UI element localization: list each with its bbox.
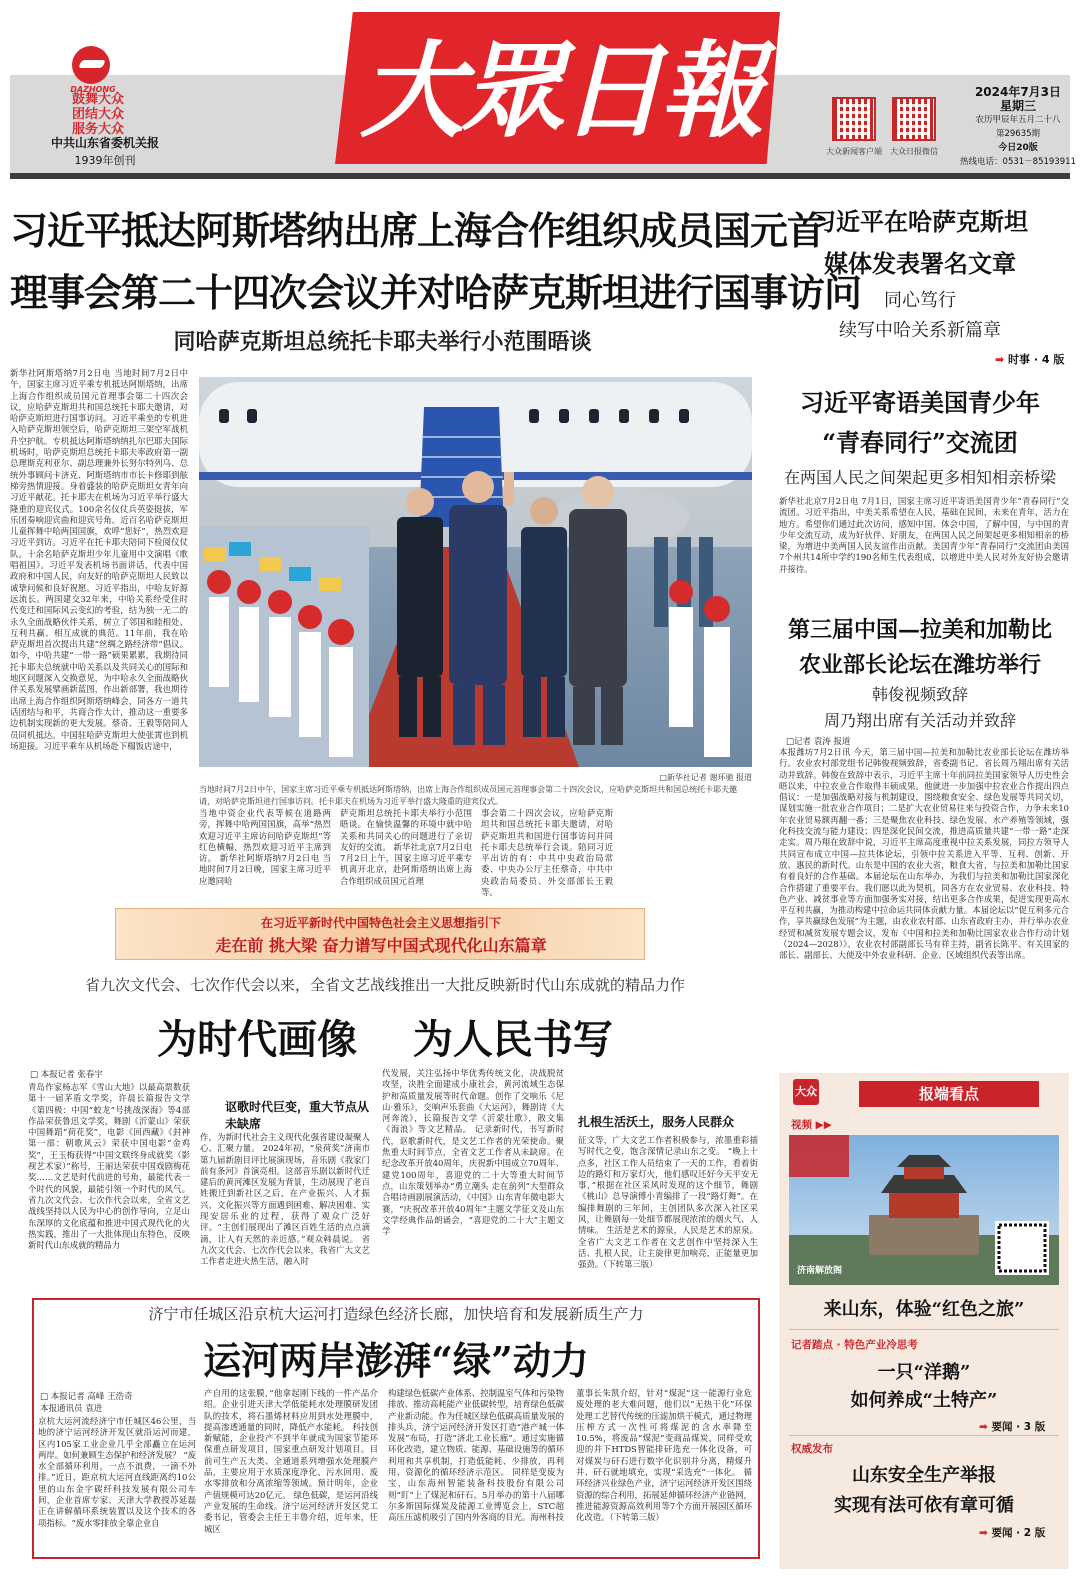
masthead (10, 0, 1076, 178)
date-box (958, 85, 1078, 169)
photo-credit: □新华社记者 谢环驰 报道 (659, 773, 752, 782)
lead-body-col1: 新华社阿斯塔纳7月2日电 当地时间7月2日中午，国家主席习近平乘专机抵达阿斯塔纳，出席上海合作组织成员国元首理事会第二十四次会议，应哈萨克斯坦共和国总统托卡耶夫邀请，对哈萨克斯坦进行国事访问。习近平乘坐的专机进入哈萨克斯坦领空后，哈萨克斯坦三架空军战机升空护航。专机抵达阿斯塔纳纳扎尔巴耶夫国际机场时，哈萨克斯坦总统托卡耶夫率政府第一副总理斯克利亚尔、副总理兼外长努尔特列乌、总统外事顾问卡济克、阿斯塔纳市市长卡修耶到舷梯旁热情迎接。身着盛装的哈萨克斯坦女青年向习近平献花。托卡耶夫在机场为习近平举行盛大隆重的迎宾仪式。100余名仪仗兵英姿挺拔，军乐团奏响迎宾曲和迎宾号角。近百名哈萨克斯坦儿童挥舞中哈两国国旗，欢呼“您好”，热烈欢迎习近平到访。习近平在托卡耶夫陪同下检阅仪仗队。十余名哈萨克斯坦少年儿童用中文演唱《歌唱祖国》。习近平发表机场书面讲话，代表中国政府和中国人民，向友好的哈萨克斯坦人民致以诚挚问候和良好祝愿。习近平指出，中哈友好源远流长。两国建交32年来，中哈关系经受住时代变迁和国际风云变幻的考验，结为独一无二的永久全面战略伙伴关系，树立了邻国和睦相处、互利共赢、相互成就的典范。11年前，我在哈萨克斯坦首次提出共建“丝绸之路经济带”倡议。如今，中哈共建“一带一路”硕果累累，我期待同托卡耶夫总统就中哈关系以及共同关心的国际和地区问题深入交换意见，为中哈永久全面战略伙伴关系发展擘画新蓝图，作出新部署，我也期待出席上海合作组织阿斯塔纳峰会，同各方一道共话团结与和平，共商合作大计，推动这一重要多边机制实现新的更大发展。蔡奇、王毅等陪同人员同机抵达。中国驻哈萨克斯坦大使张霄也到机场迎接。习近平乘车从机场赴下榻饭店途中， (10, 368, 188, 751)
canal-headline[interactable]: 运河两岸澎湃“绿”动力 (203, 1338, 589, 1383)
video-label: 视频 ▶▶ (791, 1119, 832, 1131)
sidebar-divider (789, 1329, 1059, 1330)
founded-year: 1939年创刊 (74, 154, 136, 167)
right-story2-body: 新华社北京7月2日电 7月1日，国家主席习近平寄语美国青少年“青春同行”交流团。习近平指出，中美关系希望在人民，基础在民间，未来在青年，活力在地方。希望你们通过此次访问，感知中国、体会中国，了解中国，与中国的青少年交流互动，成为好伙伴、好朋友，在两国人民之间架起更多相知相亲的桥梁，为增进中美两国人民友谊作出贡献。美国青少年“青春同行”交流团由美国7个州共14所中学约190名师生代表组成，以增进中美人民对外友好协会邀请并接待。 (779, 496, 1069, 574)
sidebar-story3-line1[interactable]: 山东安全生产举报 (852, 1465, 996, 1486)
logo-english: DAZHONG (70, 85, 116, 94)
video-promo[interactable] (789, 1135, 1059, 1285)
newspaper-title: 大眾日報 (359, 29, 760, 152)
culture-subhead-2: 扎根生活沃土，服务人民群众 (578, 1115, 735, 1129)
culture-body-col2a (200, 1068, 370, 1098)
lead-body-col3: 萨克斯坦总统托卡耶夫举行小范围晤谈。在愉快温馨的环境中就中哈关系和共同关心的问题进行了亲切友好的交流。 新华社北京7月2日电 7月2日上午，国家主席习近平乘专机离开北京，赴阿斯塔纳出席上海合作组织成员国元首理 (340, 808, 472, 886)
lunar-date: 农历甲辰年五月二十八 (975, 115, 1061, 125)
right-story3-body: 本报潍坊7月2日讯 今天，第三届中国—拉美和加勒比农业部长论坛在潍坊举行。农业农村部党组书记韩俊视频致辞，省委副书记、省长周乃翔出席有关活动并致辞。韩俊在致辞中表示，习近平主席十年前同拉美国家领导人历史性会晤以来，中拉农业合作取得丰硕成果。他就进一步加强中拉农业合作提出四点倡议：一是加强战略对接与机制建设，围绕粮食安全、绿色发展等共同关切，谋划实施一批农业合作项目；二是扩大农业贸易往来与投资合作，力争未来10年农业贸易额再翻一番；三是聚焦农业科技、绿色发展、水产养殖等领域，强化科技交流与能力建设；四是深化民间交流，推进高质量共建“一带一路”走深走实。周乃翔在致辞中说，习近平主席高度重视中拉关系发展，同拉方领导人共同宣布成立中国—拉共体论坛，引领中拉关系进入平等、互利、创新、开放、惠民的新时代。山东是中国的农业大省，粮食大省，与拉美和加勒比国家有着良好的合作基础。本届论坛在山东举办，为我们与拉美和加勒比国家深化合作搭建了重要平台。我们愿以此为契机，同各方在农业贸易、农业科技、特色产业、减贫事业等方面加强务实对接，结出更多合作成果，促进实现更高水平互利共赢，为推动构建中拉命运共同体贡献力量。本届论坛以“促互利多元合作，享共赢绿色发展”为主题，由农业农村部、山东省政府主办，并行举办农业经贸和减贫发展专题会议，发布《中国和拉美和加勒比国家农业合作行动计划（2024—2028）》。农业农村部副部长马有祥主持，副省长陈平、有关国家的部长、副部长、大使及中外农业科研、企业、区域组织代表等出席。 (779, 747, 1069, 961)
right-story1-pointer[interactable]: ➡ 时事 · 4 版 (995, 353, 1065, 366)
culture-body-col1: 青岛作家杨志军《雪山大地》以最高票数获第十一届茅盾文学奖，许晨长篇报告文学《第四极：中国“蛟龙”号挑战深海》等4部作品荣获鲁迅文学奖，舞剧《沂蒙山》荣获中国舞蹈“荷花奖”，电影《回西藏》《封神第一部：朝歌风云》荣获中国电影“金鸡奖”，王玉梅获得“中国文联终身成就奖（影视艺术家）”称号，王丽达荣获中国戏剧梅花奖……文艺是时代前进的号角，最能代表一个时代的风貌，最能引领一个时代的风气。省九次文代会、七次作代会以来，全省文艺战线坚持以人民为中心的创作导向，立足山东深厚的文化底蕴和推进中国式现代化的火热实践，推出了一大批体现山东特色，反映新时代山东成就的精品力 (28, 1082, 190, 1251)
campaign-banner[interactable] (115, 908, 645, 960)
dazhong-small-logo-icon: 大众 (793, 1079, 819, 1105)
right-story3-headline2[interactable]: 农业部长论坛在潍坊举行 (798, 652, 1041, 678)
sidebar-divider (789, 1435, 1059, 1436)
canal-body-col4: 董事长朱凯介绍，针对“煤泥”这一能源行业危废处理的老大难问题，他们以“无热干化”环保处理工艺替代传统的压滤加烘干模式，通过物理压榨方式一次性可将煤泥的含水率降至10.5%，将废品“煤泥”变商品煤炭，同样受欢迎的并下HTDS智能排矸选充一体化设备，可对煤炭与矸石进行数字化识别并分离，精煤升井、矸石就地填充，实现“采选充”一体化。 循环经济兴业绿色产业，济宁运河经济开发区围绕资源的综合利用，拓展延伸循环经济产业链网，推进能源资源高效利用等7个方面开展园区循环化改造。（下转第三版） (576, 1388, 752, 1523)
slogan-1: 鼓舞大众 (72, 92, 125, 107)
video-label-text: 视频 (791, 1119, 812, 1131)
culture-headline[interactable]: 为时代画像 为人民书写 (157, 1016, 613, 1063)
party-organ: 中共山东省委机关报 (50, 136, 159, 150)
sidebar-label-3: 权威发布 (791, 1443, 833, 1455)
sidebar-title: 报端看点 (859, 1081, 1039, 1107)
canal-body-col3: 构建绿色低碳产业体系、控制温室气体和污染物排放、推动高耗能产业低碳转型，培育绿色低碳产业新动能。作为任城区绿色低碳高质量发展的排头兵，济宁运河经济开发区打造“港产城一体发展”布局，打造“济北工业长廊”。通过实施循环化改造，建立物质、能源、基础设施等的循环利用和共享机制，打造低能耗、少排放，再利用、资源化的循环经济示范区。 同样是变废为宝，山东海州智能装备科技股份有限公司则“盯”上了煤泥和矸石。5月举办的第十八届哪尔多斯国际煤炭及能源工业博览会上，STC超高压压滤机吸引了国内外客商的目光。海州科技 (388, 1388, 564, 1523)
right-story1-headline1[interactable]: 习近平在哈萨克斯坦 (812, 207, 1028, 236)
culture-subhead-1: 讴歌时代巨变，重大节点从未缺席 (225, 1100, 370, 1131)
canal-body-col1: 京杭大运河流经济宁市任城区46公里，当地的济宁运河经济开发区就沿运河而建，区内105家工业企业几乎全部矗立在运河两岸。如何兼顾生态保护和经济发展？ “废水全部循环利用，一点不浪费，一滴不外排。”近日，距京杭大运河直线距离约10公里的山东金宇碳纤科技发展有限公司车间，企业首席专家、天津大学教授苏延磊正在讲解循环系统装置以及这个技术的各项指标。“废水零排放全靠企业自 (38, 1416, 196, 1528)
page-count: 今日20版 (998, 143, 1038, 153)
campaign-line2: 走在前 挑大梁 奋力谱写中国式现代化山东篇章 (215, 936, 547, 955)
right-story3-sub2: 周乃翔出席有关活动并致辞 (823, 711, 1016, 730)
qr-label-wechat: 大众日报微信 (890, 147, 938, 156)
weekday: 星期三 (999, 99, 1036, 113)
qr-code-icon[interactable] (832, 97, 876, 141)
lead-photo-image (199, 377, 752, 767)
dazhong-logo-icon (72, 46, 110, 84)
culture-body-col4a (578, 1068, 758, 1108)
promo-caption: 济南解放阁 (797, 1266, 843, 1276)
photo-caption-text: 当地时间7月2日中午，国家主席习近平乘专机抵达阿斯塔纳，出席上海合作组织成员国元首理事会第二十四次会议，应哈萨克斯坦共和国总统托卡耶夫邀请，对哈萨克斯坦进行国事访问。托卡耶夫在机场为习近平举行盛大隆重的迎宾仪式。 (199, 785, 738, 806)
canal-byline-1: □ 本报记者 高峰 王浩奇 (40, 1392, 133, 1402)
sidebar-pointer-3-text: 要闻 · 2 版 (991, 1527, 1046, 1539)
sidebar-story3-line2[interactable]: 实现有法可依有章可循 (834, 1495, 1014, 1516)
highlights-sidebar (779, 1073, 1069, 1569)
sidebar-label-2: 记者踏点 · 特色产业冷思考 (791, 1339, 918, 1351)
right-story1-headline2[interactable]: 媒体发表署名文章 (824, 249, 1016, 278)
culture-body-col2: 作，为新时代社会主义现代化强省建设凝聚人心、汇聚力量。 2024年初，“泉荷奖”济南市第九届新剧目评比展演现场，音乐剧《我家门前有条河》首演亮相。这部音乐剧以新时代迁建后的黄河滩区发展为背景，生动展现了老百姓搬迁到新社区之后，在产业振兴、人才振兴、文化振兴等方面遇到困难、解决困难、实现安居乐业的过程，获得了观众广泛好评。“主创们展现出了滩区百姓生活的点点滴滴，让人有天然的亲近感。”观众韩晨说。 省九次文代会、七次作代会以来，我省广大文艺工作者走进火热生活，融入时 (200, 1132, 370, 1267)
right-story3-headline1[interactable]: 第三届中国—拉美和加勒比 (787, 617, 1052, 643)
slogan-3: 服务大众 (72, 122, 125, 137)
culture-body-col4: 征文等，广大文艺工作者积极参与，浓墨重彩描写时代之变，饱含深情记录山东之变。 “晚上十点多，社区工作人员结束了一天的工作，看着街边的路灯和万家灯火，他们感叹还好今天平安无事，”根据在社区采风时发现的这个细节，舞剧《桃山》总导演傅小青编排了一段“路灯舞”。在编排舞剧的三年间，主创团队多次深入社区采风，让舞剧每一处细节都展现浓浓的烟火气、人情味。 生活是艺术的源泉，人民是艺术的原泉。全省广大文艺工作者在文艺创作中坚持深入生活、扎根人民，让主旋律更加响亮，正能量更加强劲。（下转第三版） (578, 1135, 758, 1270)
right-story3-sub1: 韩俊视频致辞 (871, 685, 968, 704)
right-story2-headline1[interactable]: 习近平寄语美国青少年 (800, 388, 1040, 417)
canal-kicker: 济宁市任城区沿京杭大运河打造绿色经济长廊，加快培育和发展新质生产力 (148, 1305, 644, 1323)
sidebar-pointer-2[interactable]: ➡ 要闻 · 3 版 (979, 1421, 1046, 1433)
lead-headline-line1[interactable]: 习近平抵达阿斯塔纳出席上海合作组织成员国元首 (10, 208, 825, 253)
campaign-line1: 在习近平新时代中国特色社会主义思想指引下 (260, 916, 501, 930)
lead-body-col2: 当地中资企业代表等候在道路两旁，挥舞中哈两国国旗，高举“热烈欢迎习近平主席访问哈萨克斯坦”等红色横幅，热烈欢迎习近平主席到访。 新华社阿斯塔纳7月2日电 当地时间7月2日晚，国家主席习近平应邀同哈 (199, 808, 331, 886)
qr-code-icon[interactable] (892, 97, 936, 141)
sidebar-story2-line1[interactable]: 一只“洋鹅” (877, 1362, 971, 1383)
lead-subheadline: 同哈萨克斯坦总统托卡耶夫举行小范围晤谈 (173, 329, 592, 355)
masthead-rule (10, 173, 1070, 179)
lead-headline-line2[interactable]: 理事会第二十四次会议并对哈萨克斯坦进行国事访问 (10, 270, 862, 315)
issue-date: 2024年7月3日 (974, 85, 1062, 99)
qr-label-app: 大众新闻客户端 (826, 147, 882, 156)
lead-photo[interactable] (199, 377, 752, 767)
slogan-2: 团结大众 (72, 107, 125, 122)
right-story1-sub2: 续写中哈关系新篇章 (839, 320, 1001, 341)
culture-body-col3: 代发展，关注弘扬中华优秀传统文化，决战脱贫攻坚，决胜全面建成小康社会，黄河流域生态保护和高质量发展等时代命题。创作了交响乐《尼山·雅乐》，交响声乐套曲《大运河》，舞剧诗《大河奔流》，长篇报告文学《沂蒙壮歌》，散文集《海浪》等文艺精品。 记录新时代，书写新时代，讴歌新时代，是文艺工作者的光荣使命。聚焦重大时间节点，全省文艺工作者从未缺席。在纪念改革开放40周年，庆祝新中国成立70周年、建党100周年，喜迎党的二十大等重大时间节点，山东策划举办“勇立潮头 走在前列”大型群众合唱诗画剧展演活动，《中国》山东青年微电影大赛，“庆祝改革开放40周年”主题文学征文及山东文学经典作品朗诵会，“喜迎党的二十大”主题文学 (382, 1068, 564, 1237)
right-story3-byline: □记者 袁涛 报道 (786, 737, 851, 747)
pointer-text: 时事 · 4 版 (1008, 353, 1065, 366)
sidebar-pointer-2-text: 要闻 · 3 版 (991, 1421, 1046, 1433)
sidebar-pointer-3[interactable]: ➡ 要闻 · 2 版 (979, 1527, 1046, 1539)
right-story1-sub1: 同心笃行 (884, 290, 956, 311)
sidebar-story1[interactable]: 来山东，体验“红色之旅” (823, 1299, 1025, 1320)
lead-body-col4: 事会第二十四次会议，应哈萨克斯坦共和国总统托卡耶夫邀请，对哈萨克斯坦共和国进行国事访问并同托卡耶夫总统举行会谈。陪同习近平出访的有：中共中央政治局常委、中央办公厅主任蔡奇，中共中央政治局委员、外交部部长王毅等。 (481, 808, 613, 898)
culture-kicker: 省九次文代会、七次作代会以来，全省文艺战线推出一大批反映新时代山东成就的精品力作 (84, 976, 685, 994)
right-story2-sub: 在两国人民之间架起更多相知相亲桥梁 (783, 468, 1056, 487)
culture-byline: □ 本报记者 张春宇 (30, 1070, 103, 1080)
canal-body-col2: 产自用的这张膜，”他拿起刚下线的一件产品介绍。企业引进天津大学低能耗水处理膜研发团队的技术，将石墨烯材料应用到水处理膜中，提高渗透通量的同时，降低产水能耗。 科技创新赋能，企业投产不到半年就成为国家节能环保重点研发项目，国家重点研发计划项目。目前可生产五大类、全通道系列增强水处理膜产品，主要应用于水质深度净化、污水回用、废水零排放和分离浓缩等领域。预计明年，企业产值规模可达20亿元。 绿色低碳，是运河沿线产业发展的生命线。济宁运河经济开发区党工委书记，管委会主任王丰鲁介绍，近年来，任城区 (204, 1388, 378, 1534)
sidebar-story2-line2[interactable]: 如何养成“土特产” (850, 1390, 998, 1411)
photo-caption (199, 772, 752, 808)
issue-number: 第29635期 (995, 129, 1041, 139)
hotline: 热线电话：0531－85193911 (960, 157, 1076, 167)
canal-byline-2: 本报通讯员 袁进 (40, 1404, 103, 1414)
right-story2-headline2[interactable]: “青春同行”交流团 (822, 428, 1018, 457)
